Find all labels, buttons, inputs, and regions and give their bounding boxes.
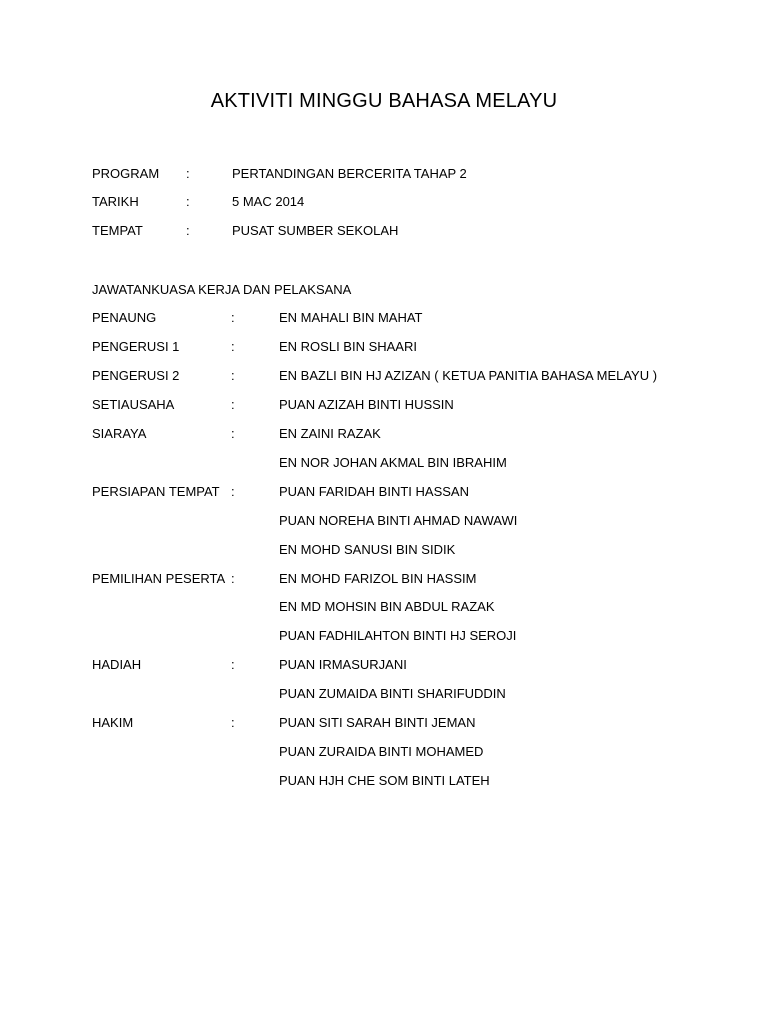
- info-value: 5 MAC 2014: [232, 194, 305, 209]
- committee-separator: :: [231, 426, 235, 441]
- info-value: PERTANDINGAN BERCERITA TAHAP 2: [232, 166, 467, 181]
- committee-member: PUAN FADHILAHTON BINTI HJ SEROJI: [279, 628, 517, 643]
- info-separator: :: [186, 194, 190, 209]
- committee-role: PERSIAPAN TEMPAT: [92, 484, 220, 499]
- committee-member: EN MD MOHSIN BIN ABDUL RAZAK: [279, 599, 495, 614]
- committee-member: EN ZAINI RAZAK: [279, 426, 381, 441]
- committee-member: PUAN AZIZAH BINTI HUSSIN: [279, 397, 454, 412]
- committee-member: PUAN HJH CHE SOM BINTI LATEH: [279, 773, 490, 788]
- committee-role: HADIAH: [92, 657, 142, 672]
- committee-separator: :: [231, 484, 235, 499]
- committee-member: EN ROSLI BIN SHAARI: [279, 339, 417, 354]
- committee-heading: JAWATANKUASA KERJA DAN PELAKSANA: [92, 282, 352, 297]
- info-label: PROGRAM: [92, 166, 160, 181]
- committee-separator: :: [231, 368, 235, 383]
- info-label: TARIKH: [92, 194, 139, 209]
- committee-member: EN BAZLI BIN HJ AZIZAN ( KETUA PANITIA BAHASA MELAYU ): [279, 368, 658, 383]
- committee-member: PUAN ZUMAIDA BINTI SHARIFUDDIN: [279, 686, 506, 701]
- committee-role: PEMILIHAN PESERTA: [92, 571, 226, 586]
- committee-separator: :: [231, 397, 235, 412]
- committee-member: PUAN IRMASURJANI: [279, 657, 407, 672]
- info-separator: :: [186, 223, 190, 238]
- committee-role: PENGERUSI 1: [92, 339, 180, 354]
- committee-separator: :: [231, 657, 235, 672]
- committee-member: PUAN ZURAIDA BINTI MOHAMED: [279, 744, 484, 759]
- committee-role: PENAUNG: [92, 310, 157, 325]
- committee-member: EN MOHD FARIZOL BIN HASSIM: [279, 571, 477, 586]
- info-separator: :: [186, 166, 190, 181]
- committee-separator: :: [231, 339, 235, 354]
- committee-member: PUAN SITI SARAH BINTI JEMAN: [279, 715, 476, 730]
- committee-member: PUAN FARIDAH BINTI HASSAN: [279, 484, 469, 499]
- info-value: PUSAT SUMBER SEKOLAH: [232, 223, 399, 238]
- committee-separator: :: [231, 571, 235, 586]
- committee-role: PENGERUSI 2: [92, 368, 180, 383]
- committee-member: PUAN NOREHA BINTI AHMAD NAWAWI: [279, 513, 518, 528]
- info-label: TEMPAT: [92, 223, 143, 238]
- committee-member: EN MAHALI BIN MAHAT: [279, 310, 423, 325]
- committee-member: EN MOHD SANUSI BIN SIDIK: [279, 542, 456, 557]
- committee-separator: :: [231, 715, 235, 730]
- document-title: AKTIVITI MINGGU BAHASA MELAYU: [210, 90, 558, 112]
- committee-role: SETIAUSAHA: [92, 397, 175, 412]
- committee-member: EN NOR JOHAN AKMAL BIN IBRAHIM: [279, 455, 507, 470]
- committee-separator: :: [231, 310, 235, 325]
- committee-role: SIARAYA: [92, 426, 147, 441]
- committee-role: HAKIM: [92, 715, 134, 730]
